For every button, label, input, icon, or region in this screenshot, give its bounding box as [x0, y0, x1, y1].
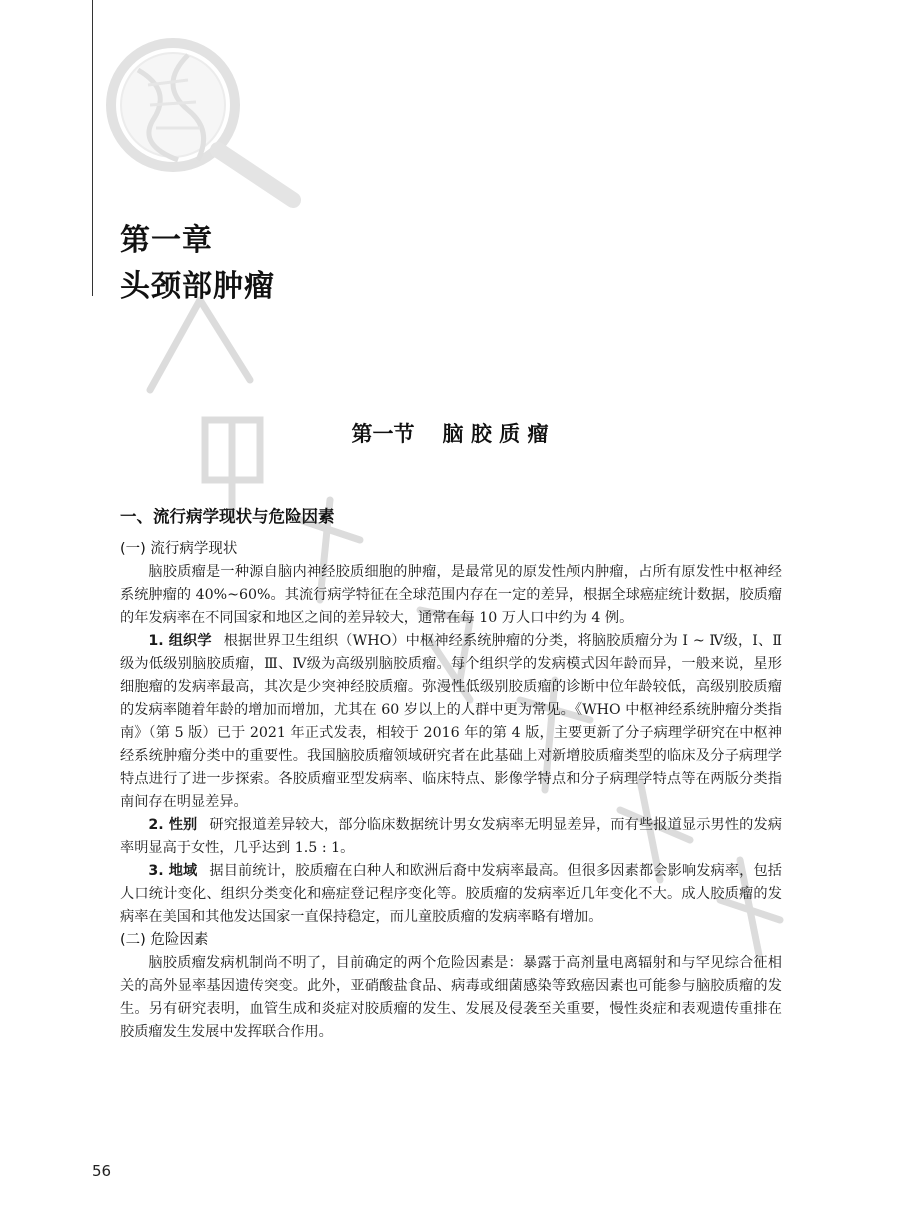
- item-lead-histology: 1. 组织学: [148, 633, 212, 649]
- item-lead-region: 3. 地域: [148, 863, 198, 879]
- magnifier-dna-icon: [78, 30, 338, 220]
- page-number: 56: [92, 1162, 112, 1180]
- margin-rule: [92, 0, 93, 296]
- item-lead-gender: 2. 性别: [148, 817, 198, 833]
- heading-level1: 一、流行病学现状与危险因素: [120, 507, 335, 526]
- item-text-region: 据目前统计，胶质瘤在白种人和欧洲后裔中发病率最高。但很多因素都会影响发病率，包括人口统计变化、组织分类变化和癌症登记程序变化等。胶质瘤的发病率近几年变化不大。成人胶质瘤的发病率在美国和其他发达国家一直保持稳定，而儿童胶质瘤的发病率略有增加。: [120, 863, 782, 925]
- section-number: 第一节: [351, 422, 415, 446]
- section-name: 脑 胶 质 瘤: [442, 422, 549, 446]
- item-text-gender: 研究报道差异较大，部分临床数据统计男女发病率无明显差异，而有些报道显示男性的发病率明显高于女性，几乎达到 1.5 : 1。: [120, 817, 782, 856]
- subsection-risk-factors: (二) 危险因素: [120, 932, 209, 948]
- subsection-epidemiology: (一) 流行病学现状: [120, 541, 238, 557]
- paragraph-intro: 脑胶质瘤是一种源自脑内神经胶质细胞的肿瘤，是最常见的原发性颅内肿瘤，占所有原发性中枢神经系统肿瘤的 40%~60%。其流行病学特征在全球范围内存在一定的差异，根据全球癌症统计数据，胶质瘤的年发病率在不同国家和地区之间的差异较大，通常在每 10 万人口中约为 4 例。: [120, 564, 782, 626]
- chapter-title: 头颈部肿瘤: [120, 269, 275, 304]
- paragraph-gender: [120, 814, 782, 860]
- paragraph-region: [120, 860, 782, 929]
- body-text: [120, 538, 782, 1044]
- chapter-number: 第一章: [120, 223, 213, 258]
- paragraph-histology: [120, 630, 782, 814]
- paragraph-risk: 脑胶质瘤发病机制尚不明了，目前确定的两个危险因素是：暴露于高剂量电离辐射和与罕见综合征相关的高外显率基因遗传突变。此外，亚硝酸盐食品、病毒或细菌感染等致癌因素也可能参与脑胶质瘤的发生。另有研究表明，血管生成和炎症对胶质瘤的发生、发展及侵袭至关重要，慢性炎症和表观遗传重排在胶质瘤发生发展中发挥联合作用。: [120, 955, 782, 1040]
- section-title: [0, 418, 900, 448]
- chapter-heading: [120, 218, 275, 310]
- item-text-histology: 根据世界卫生组织（WHO）中枢神经系统肿瘤的分类，将脑胶质瘤分为 Ⅰ ~ Ⅳ级，Ⅰ、Ⅱ级为低级别脑胶质瘤，Ⅲ、Ⅳ级为高级别脑胶质瘤。每个组织学的发病模式因年龄而异，一般来说，星形细胞瘤的发病率最高，其次是少突神经胶质瘤。弥漫性低级别胶质瘤的诊断中位年龄较低，高级别胶质瘤的发病率随着年龄的增加而增加，尤其在 60 岁以上的人群中更为常见。《WHO 中枢神经系统肿瘤分类指南》（第 5 版）已于 2021 年正式发表，相较于 2016 年的第 4 版，主要更新了分子病理学研究在中枢神经系统肿瘤分类中的重要性。我国脑胶质瘤领域研究者在此基础上对新增胶质瘤类型的临床及分子病理学特点进行了进一步探索。各胶质瘤亚型发病率、临床特点、影像学特点和分子病理学特点等在两版分类指南间存在明显差异。: [120, 633, 783, 810]
